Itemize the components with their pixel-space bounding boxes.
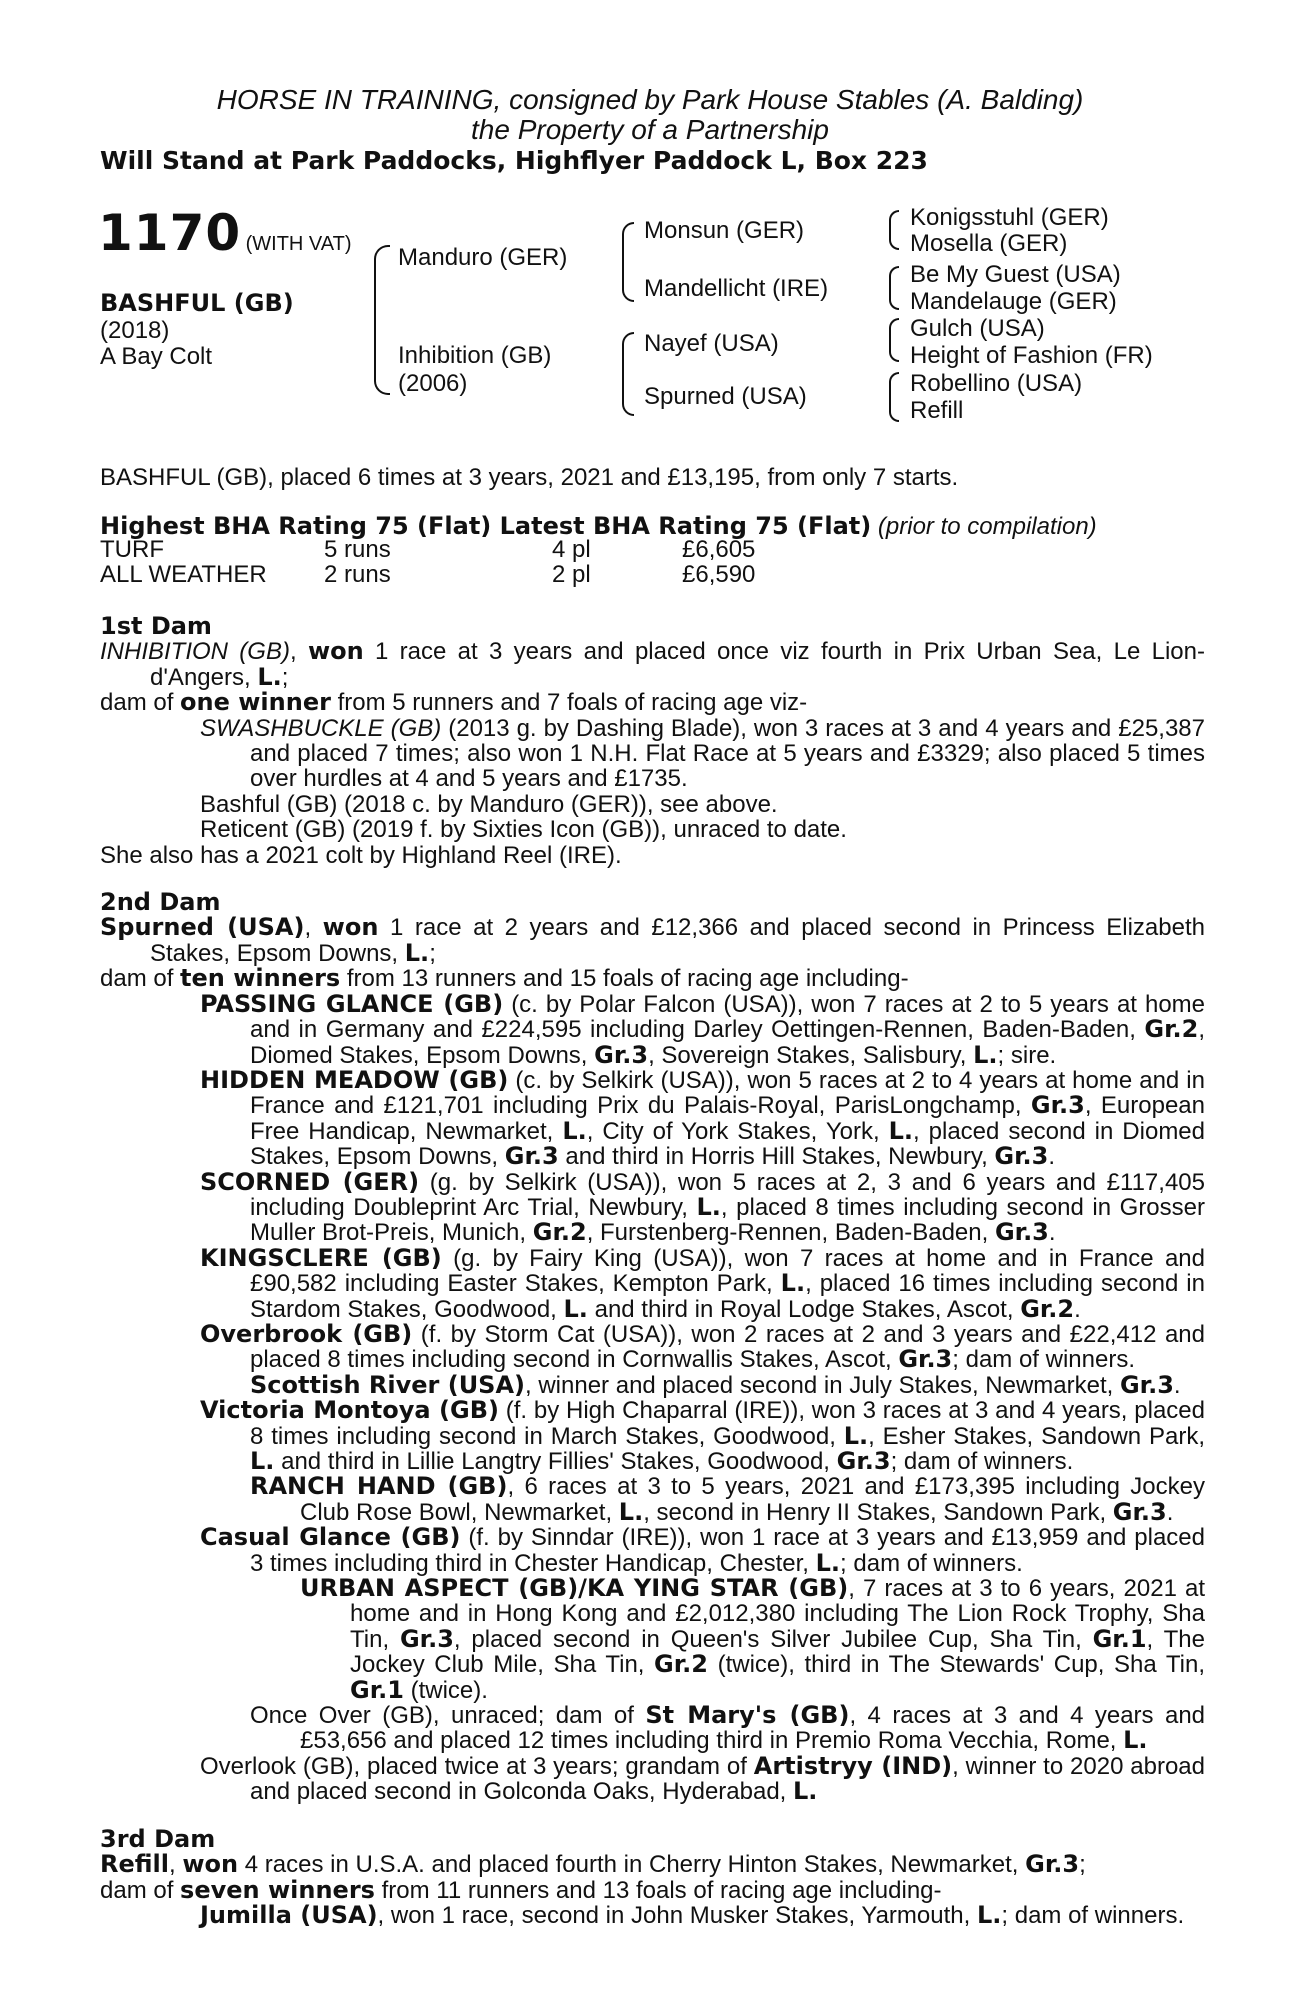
sdd: Mandelauge (GER) (910, 288, 1117, 315)
sire-brace (622, 222, 634, 302)
dss: Gulch (USA) (910, 315, 1045, 342)
rating-table (100, 537, 800, 589)
dsd: Height of Fashion (FR) (910, 342, 1153, 369)
victoria-montoya-entry: Victoria Montoya (GB) (f. by High Chaparral (IRE)), won 3 races at 3 and 4 years, placed 8 times including second in March Stakes, Goodwood, L., Esher Stakes, Sandown Park, L. and third in Lillie Langtry Fillies' Stakes, Goodwood, Gr.3; dam of winners. (200, 1396, 1206, 1475)
dam: Inhibition (GB) (398, 342, 552, 369)
jumilla-entry: Jumilla (USA), won 1 race, second in John Musker Stakes, Yarmouth, L.; dam of winners. (200, 1900, 1185, 1929)
horse-desc: A Bay Colt (100, 343, 213, 370)
spurned-produce: dam of ten winners from 13 runners and 15 foals of racing age including- (100, 964, 909, 993)
race-summary: BASHFUL (GB), placed 6 times at 3 years, 2021 and £13,195, from only 7 starts. (100, 464, 959, 491)
brace-ss (889, 210, 899, 250)
overlook-entry: Overlook (GB), placed twice at 3 years; grandam of Artistryy (IND), winner to 2020 abroad and placed second in Golconda Oaks, Hyderabad, L. (200, 1751, 1205, 1806)
horse-year: (2018) (100, 317, 170, 344)
pedigree-main-brace (374, 245, 390, 395)
second-dam-heading: 2nd Dam (100, 888, 221, 917)
aw-runs: 2 runs (324, 561, 391, 588)
sire-sire: Monsun (GER) (644, 217, 805, 244)
lot-number: 1170 (98, 204, 242, 262)
turf-surface: TURF (100, 536, 164, 563)
sire-dam: Mandellicht (IRE) (644, 275, 829, 302)
passing-glance-entry: PASSING GLANCE (GB) (c. by Polar Falcon (USA)), won 7 races at 2 to 5 years at home and in Germany and £224,595 including Darley Oettingen-Rennen, Baden-Baden, Gr.2, Diomed Stakes, Epsom Downs, Gr.3, Sovereign Stakes, Salisbury, L.; sire. (200, 989, 1206, 1069)
refill-produce: dam of seven winners from 11 runners and 13 foals of racing age including- (100, 1875, 942, 1904)
bashful-entry: Bashful (GB) (2018 c. by Manduro (GER)), see above. (200, 790, 778, 818)
ddd: Refill (910, 397, 964, 424)
swashbuckle-entry: SWASHBUCKLE (GB) (2013 g. by Dashing Blade), won 3 races at 3 and 4 years and £25,387 and placed 7 times; also won 1 N.H. Flat Race at 5 years and £3329; also placed 5 times over hurdles at 4 and 5 years and £1735. (200, 714, 1205, 793)
lot-block (98, 204, 352, 262)
kingsclere-entry: KINGSCLERE (GB) (g. by Fairy King (USA)), won 7 races at home and in France and £90,582 including Easter Stakes, Kempton Park, L., placed 16 times including second in Stardom Stakes, Goodwood, L. and third in Royal Lodge Stakes, Ascot, Gr.2. (200, 1243, 1206, 1323)
dam-dam: Spurned (USA) (644, 383, 807, 410)
ssd: Mosella (GER) (910, 230, 1068, 257)
sss: Konigsstuhl (GER) (910, 204, 1109, 231)
turf-runs: 5 runs (324, 536, 391, 563)
sds: Be My Guest (USA) (910, 261, 1121, 288)
dam-year: (2006) (398, 370, 468, 397)
first-dam-produce: dam of one winner from 5 runners and 7 foals of racing age viz- (100, 688, 808, 717)
brace-sd (889, 266, 899, 310)
dds: Robellino (USA) (910, 370, 1083, 397)
aw-prize: £6,590 (682, 561, 756, 588)
first-dam-heading: 1st Dam (100, 612, 212, 640)
dam-sire: Nayef (USA) (644, 330, 779, 357)
stand-line: Will Stand at Park Paddocks, Highflyer Paddock L, Box 223 (100, 146, 928, 175)
consignor-line: HORSE IN TRAINING, consigned by Park House Stables (A. Balding) (216, 84, 1084, 115)
horse-name: BASHFUL (GB) (100, 289, 294, 317)
vat-note: (WITH VAT) (245, 233, 352, 255)
colt-note: She also has a 2021 colt by Highland Reel (IRE). (100, 841, 622, 869)
hidden-meadow-entry: HIDDEN MEADOW (GB) (c. by Selkirk (USA)), won 5 races at 2 to 4 years at home and in France and £121,701 including Prix du Palais-Royal, ParisLongchamp, Gr.3, European Free Handicap, Newmarket, L., City of York Stakes, York, L., placed second in Diomed Stakes, Epsom Downs, Gr.3 and third in Horris Hill Stakes, Newbury, Gr.3. (200, 1065, 1206, 1171)
first-dam-record: INHIBITION (GB), won 1 race at 3 years and placed once viz fourth in Prix Urban Sea, Le Lion-d'Angers, L.; (100, 637, 1205, 691)
property-line: the Property of a Partnership (471, 114, 829, 145)
scottish-river-entry: Scottish River (USA), winner and placed second in July Stakes, Newmarket, Gr.3. (250, 1370, 1181, 1399)
turf-placed: 4 pl (552, 536, 591, 563)
aw-placed: 2 pl (552, 561, 591, 588)
brace-ds (889, 318, 899, 362)
once-over-entry: Once Over (GB), unraced; dam of St Mary's (GB), 4 races at 3 and 4 years and £53,656 and placed 12 times including third in Premio Roma Vecchia, Rome, L. (250, 1701, 1206, 1755)
dam-brace (622, 332, 634, 416)
rating-text: Highest BHA Rating 75 (Flat) Latest BHA Rating 75 (Flat) (100, 512, 872, 540)
urban-aspect-entry: URBAN ASPECT (GB)/KA YING STAR (GB), 7 races at 3 to 6 years, 2021 at home and in Hong Kong and £2,012,380 including The Lion Rock Trophy, Sha Tin, Gr.3, placed second in Queen's Silver Jubilee Cup, Sha Tin, Gr.1, The Jockey Club Mile, Sha Tin, Gr.2 (twice), third in The Stewards' Cup, Sha Tin, Gr.1 (twice). (300, 1574, 1206, 1704)
third-dam-heading: 3rd Dam (100, 1824, 216, 1853)
sire: Manduro (GER) (398, 244, 568, 271)
reticent-entry: Reticent (GB) (2019 f. by Sixties Icon (GB)), unraced to date. (200, 816, 847, 844)
scorned-entry: SCORNED (GER) (g. by Selkirk (USA)), won 5 races at 2, 3 and 6 years and £117,405 including Doubleprint Arc Trial, Newbury, L., placed 8 times including second in Grosser Muller Brot-Preis, Munich, Gr.2, Furstenberg-Rennen, Baden-Baden, Gr.3. (200, 1167, 1205, 1247)
rating-line (100, 513, 1097, 540)
overbrook-entry: Overbrook (GB) (f. by Storm Cat (USA)), won 2 races at 2 and 3 years and £22,412 and placed 8 times including second in Cornwallis Stakes, Ascot, Gr.3; dam of winners. (200, 1319, 1205, 1374)
dam-sections (100, 614, 1205, 1928)
aw-surface: ALL WEATHER (100, 561, 267, 588)
turf-prize: £6,605 (682, 536, 756, 563)
casual-glance-entry: Casual Glance (GB) (f. by Sinndar (IRE)), won 1 race at 3 years and £13,959 and placed 3 times including third in Chester Handicap, Chester, L.; dam of winners. (200, 1523, 1206, 1577)
refill-entry: Refill, won 4 races in U.S.A. and placed fourth in Cherry Hinton Stakes, Newmarket, Gr.3; (100, 1850, 1086, 1879)
rating-note: (prior to compilation) (877, 513, 1097, 540)
ranch-hand-entry: RANCH HAND (GB), 6 races at 3 to 5 years, 2021 and £173,395 including Jockey Club Rose Bowl, Newmarket, L., second in Henry II Stakes, Sandown Park, Gr.3. (250, 1472, 1205, 1526)
spurned-entry: Spurned (USA), won 1 race at 2 years and £12,366 and placed second in Princess Elizabeth Stakes, Epsom Downs, L.; (100, 913, 1205, 967)
brace-dd (889, 372, 899, 422)
